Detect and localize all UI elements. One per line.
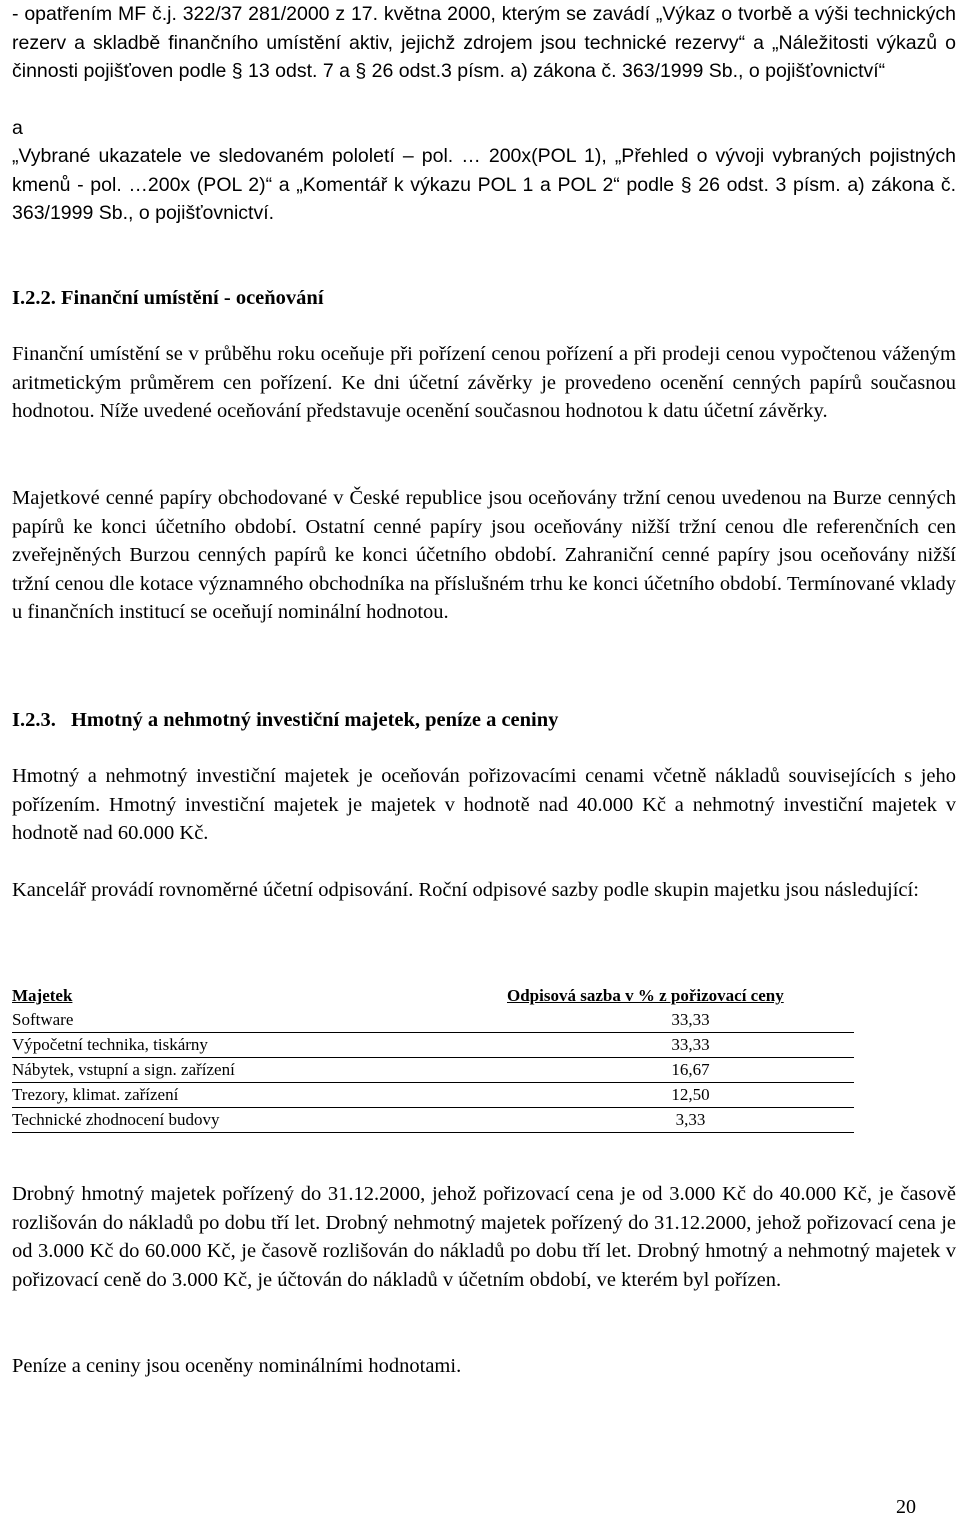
finance-paragraph-2: Majetkové cenné papíry obchodované v České republice jsou oceňovány tržní cenou uvedenou na Burze cenných papírů ke konci účetního období. Ostatní cenné papíry jsou oceňovány nižší tržní cenou dle referenčních cen zveřejněných Burzou cenných papírů ke konci účetního období. Zahraniční cenné papíry jsou oceňovány nižší tržní cenou dle kotace významného obchodníka na příslušném trhu ke konci účetního období. Termínované vklady u finančních institucí se oceňují nominální hodnotou. bbox=[12, 487, 956, 623]
section-heading-finance: I.2.2. Finanční umístění - oceňování bbox=[12, 287, 324, 309]
depreciation-rate: 12,50 bbox=[507, 1083, 854, 1108]
section-heading-assets-text: Hmotný a nehmotný investiční majetek, peníze a ceniny bbox=[70, 709, 559, 731]
table-row bbox=[12, 1008, 854, 1033]
table-row bbox=[12, 1058, 854, 1083]
small-assets-paragraph: Drobný hmotný majetek pořízený do 31.12.2000, jehož pořizovací cena je od 3.000 Kč do 40.000 Kč, je časově rozlišován do nákladů po dobu tří let. Drobný nehmotný majetek pořízený do 31.12.2000, jehož pořizovací cena je od 3.000 Kč do 60.000 Kč, je časově rozlišován do nákladů po dobu tří let. Drobný hmotný a nehmotný majetek v pořizovací ceně do 3.000 Kč, je účtován do nákladů v účetním období, ve kterém byl pořízen. bbox=[12, 1183, 956, 1291]
table-row bbox=[12, 1083, 854, 1108]
section-heading-assets-number: I.2.3. bbox=[12, 709, 56, 731]
intro-paragraph-1: - opatřením MF č.j. 322/37 281/2000 z 17. května 2000, kterým se zavádí „Výkaz o tvorbě a výši technických rezerv a skladbě finančního umístění aktiv, jejichž zdrojem jsou technické rezervy“ a „Náležitosti výkazů o činnosti pojišťoven podle § 13 odst. 7 a § 26 odst.3 písm. a) zákona č. 363/1999 Sb., o pojišťovnictví“ bbox=[12, 3, 956, 82]
asset-name: Software bbox=[12, 1008, 507, 1033]
depreciation-rate: 33,33 bbox=[507, 1033, 854, 1058]
depreciation-rate: 33,33 bbox=[507, 1008, 854, 1033]
asset-name: Trezory, klimat. zařízení bbox=[12, 1083, 507, 1108]
column-header-rate: Odpisová sazba v % z pořizovací ceny bbox=[507, 986, 784, 1005]
depreciation-rate: 3,33 bbox=[507, 1108, 854, 1133]
intro-conjunction: a bbox=[12, 117, 23, 139]
asset-name: Nábytek, vstupní a sign. zařízení bbox=[12, 1058, 507, 1083]
depreciation-rate: 16,67 bbox=[507, 1058, 854, 1083]
asset-name: Výpočetní technika, tiskárny bbox=[12, 1033, 507, 1058]
section-heading-assets bbox=[12, 706, 558, 734]
assets-paragraph-2: Kancelář provádí rovnoměrné účetní odpisování. Roční odpisové sazby podle skupin majetku jsou následující: bbox=[12, 879, 919, 901]
column-header-asset: Majetek bbox=[12, 986, 73, 1005]
table-row bbox=[12, 1108, 854, 1133]
finance-paragraph-1: Finanční umístění se v průběhu roku oceňuje při pořízení cenou pořízení a při prodeji cenou vypočtenou váženým aritmetickým průměrem cen pořízení. Ke dni účetní závěrky je provedeno ocenění cenných papírů současnou hodnotou. Níže uvedené oceňování představuje ocenění současnou hodnotou k datu účetní závěrky. bbox=[12, 343, 956, 422]
table-row bbox=[12, 1033, 854, 1058]
depreciation-table bbox=[12, 984, 854, 1133]
asset-name: Technické zhodnocení budovy bbox=[12, 1108, 507, 1133]
page-number: 20 bbox=[896, 1496, 916, 1518]
assets-paragraph-1: Hmotný a nehmotný investiční majetek je oceňován pořizovacími cenami včetně nákladů souvisejících s jeho pořízením. Hmotný investiční majetek je majetek v hodnotě nad 40.000 Kč a nehmotný investiční majetek v hodnotě nad 60.000 Kč. bbox=[12, 765, 956, 844]
table-header-row bbox=[12, 984, 854, 1008]
intro-paragraph-2: „Vybrané ukazatele ve sledovaném pololetí – pol. … 200x(POL 1), „Přehled o vývoji vybraných pojistných kmenů - pol. …200x (POL 2)“ a „Komentář k výkazu POL 1 a POL 2“ podle § 26 odst. 3 písm. a) zákona č. 363/1999 Sb., o pojišťovnictví. bbox=[12, 145, 956, 224]
cash-paragraph: Peníze a ceniny jsou oceněny nominálními hodnotami. bbox=[12, 1355, 462, 1377]
